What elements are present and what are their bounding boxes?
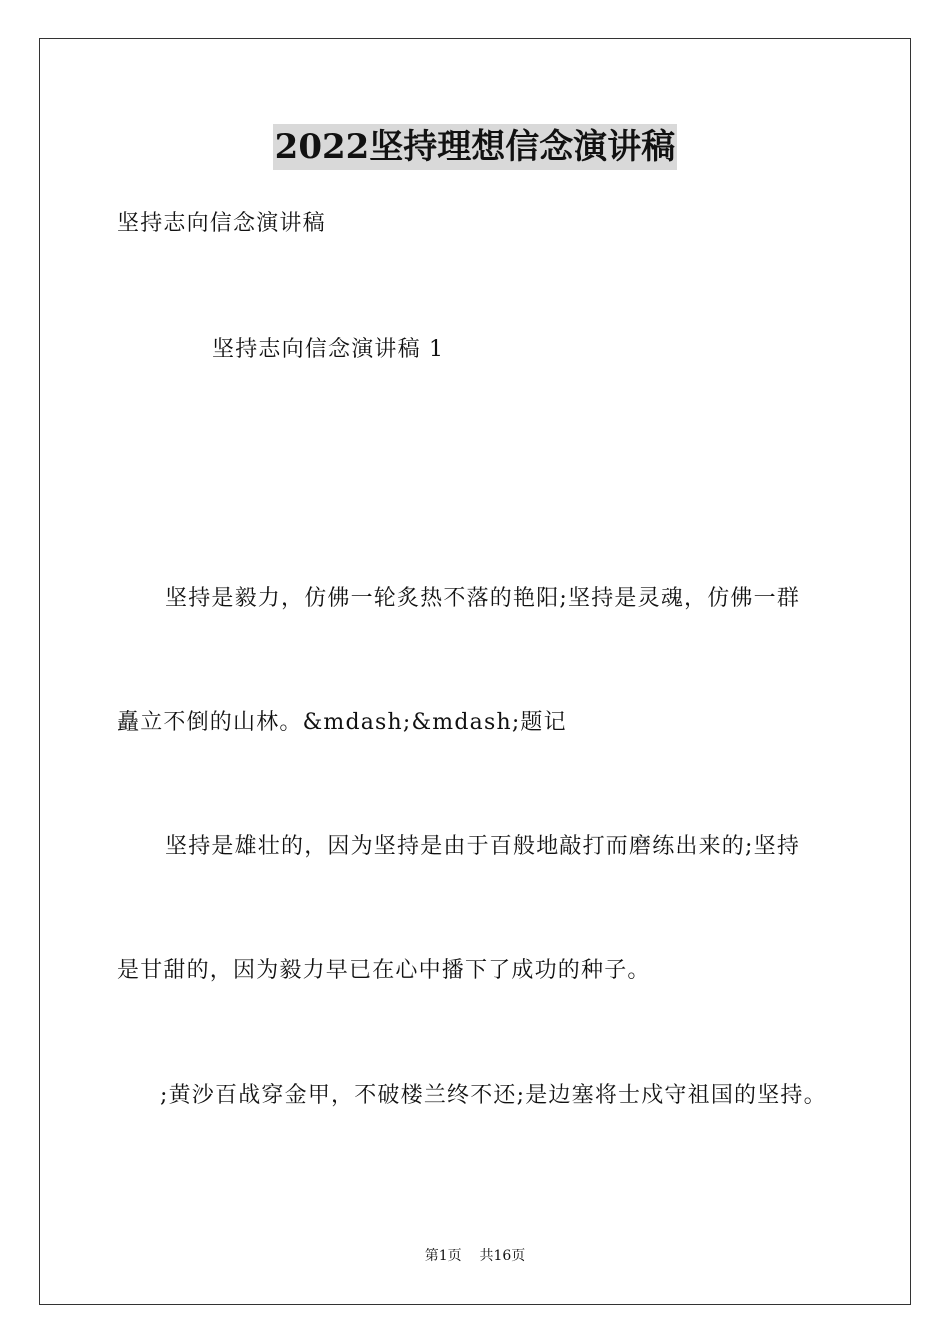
title-container [0,124,950,170]
page-footer: 第1页 共16页 [424,1248,526,1264]
paragraph-line: 坚持是毅力，仿佛一轮炙热不落的艳阳;坚持是灵魂，仿佛一群 [165,586,801,611]
paragraph-line: ;黄沙百战穿金甲，不破楼兰终不还;是边塞将士戍守祖国的坚持。 [160,1083,827,1108]
paragraph-line: 是甘甜的，因为毅力早已在心中播下了成功的种子。 [117,958,651,983]
document-title: 2022坚持理想信念演讲稿 [273,124,678,170]
section-heading: 坚持志向信念演讲稿 1 [212,337,445,362]
subtitle-line: 坚持志向信念演讲稿 [117,211,326,236]
paragraph-line: 坚持是雄壮的，因为坚持是由于百般地敲打而磨练出来的;坚持 [165,834,801,859]
paragraph-line: 矗立不倒的山林。&mdash;&mdash;题记 [117,710,567,735]
